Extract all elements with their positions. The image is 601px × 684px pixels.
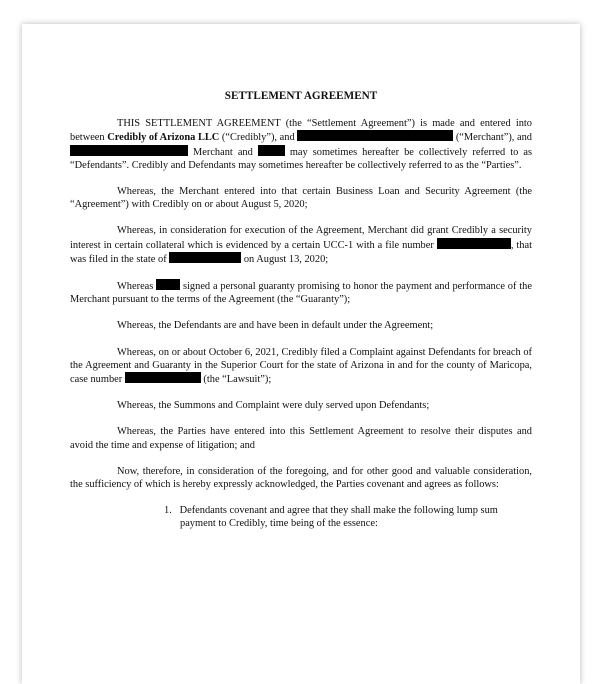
redaction-box [169,252,241,263]
item-text: Defendants covenant and agree that they shall make the following lump sum payment to Credibly, time being of the essence: [179,505,498,530]
item-number: 1. [164,505,172,517]
paragraph-complaint: Whereas, on or about October 6, 2021, Credibly filed a Complaint against Defendants for breach of the Agreement and Guaranty in the Superior Court for the state of Arizona in and for the county of Maricopa, case number (the “Lawsuit”); [70,346,532,386]
paragraph-resolve: Whereas, the Parties have entered into this Settlement Agreement to resolve their disputes and avoid the time and expense of litigation; and [70,426,532,451]
document-page [22,24,580,684]
numbered-item-1 [70,504,532,530]
paragraph-default: Whereas, the Defendants are and have been in default under the Agreement; [117,320,434,332]
paragraph-agreement: Whereas, the Merchant entered into that certain Business Loan and Security Agreement (the “Agreement”) with Credibly on or about August 5, 2020; [70,186,532,211]
company-name: Credibly of Arizona LLC [107,132,220,144]
document-title: SETTLEMENT AGREEMENT [224,90,378,102]
paragraph-parties: THIS SETTLEMENT AGREEMENT (the “Settlement Agreement”) is made and entered into between Credibly of Arizona LLC (“Credibly”), and (“Merchant”), and Merchant and may sometimes hereafter be collectively referred to as “Defendants”. Credibly and Defendants may sometimes hereafter be collectively referred to as the “Parties”. [70,118,532,171]
paragraph-guaranty: Whereas signed a personal guaranty promising to honor the payment and performance of the Merchant pursuant to the terms of the Agreement (the “Guaranty”); [70,281,532,306]
redaction-box [437,238,511,249]
paragraph-consideration: Now, therefore, in consideration of the foregoing, and for other good and valuable consideration, the sufficiency of which is hereby expressly acknowledged, the Parties covenant and agrees as follows: [70,465,532,491]
redaction-box [258,145,285,156]
redaction-box [156,279,180,290]
paragraph-summons: Whereas, the Summons and Complaint were duly served upon Defendants; [117,400,430,412]
redaction-box [70,145,188,156]
paragraph-security-interest: Whereas, in consideration for execution of the Agreement, Merchant did grant Credibly a security interest in certain collateral which is evidenced by a certain UCC-1 with a file number , that was filed in the state of on August 13, 2020; [70,225,532,265]
redaction-box [125,372,201,383]
page-fade [22,670,580,684]
redaction-box [297,130,453,141]
